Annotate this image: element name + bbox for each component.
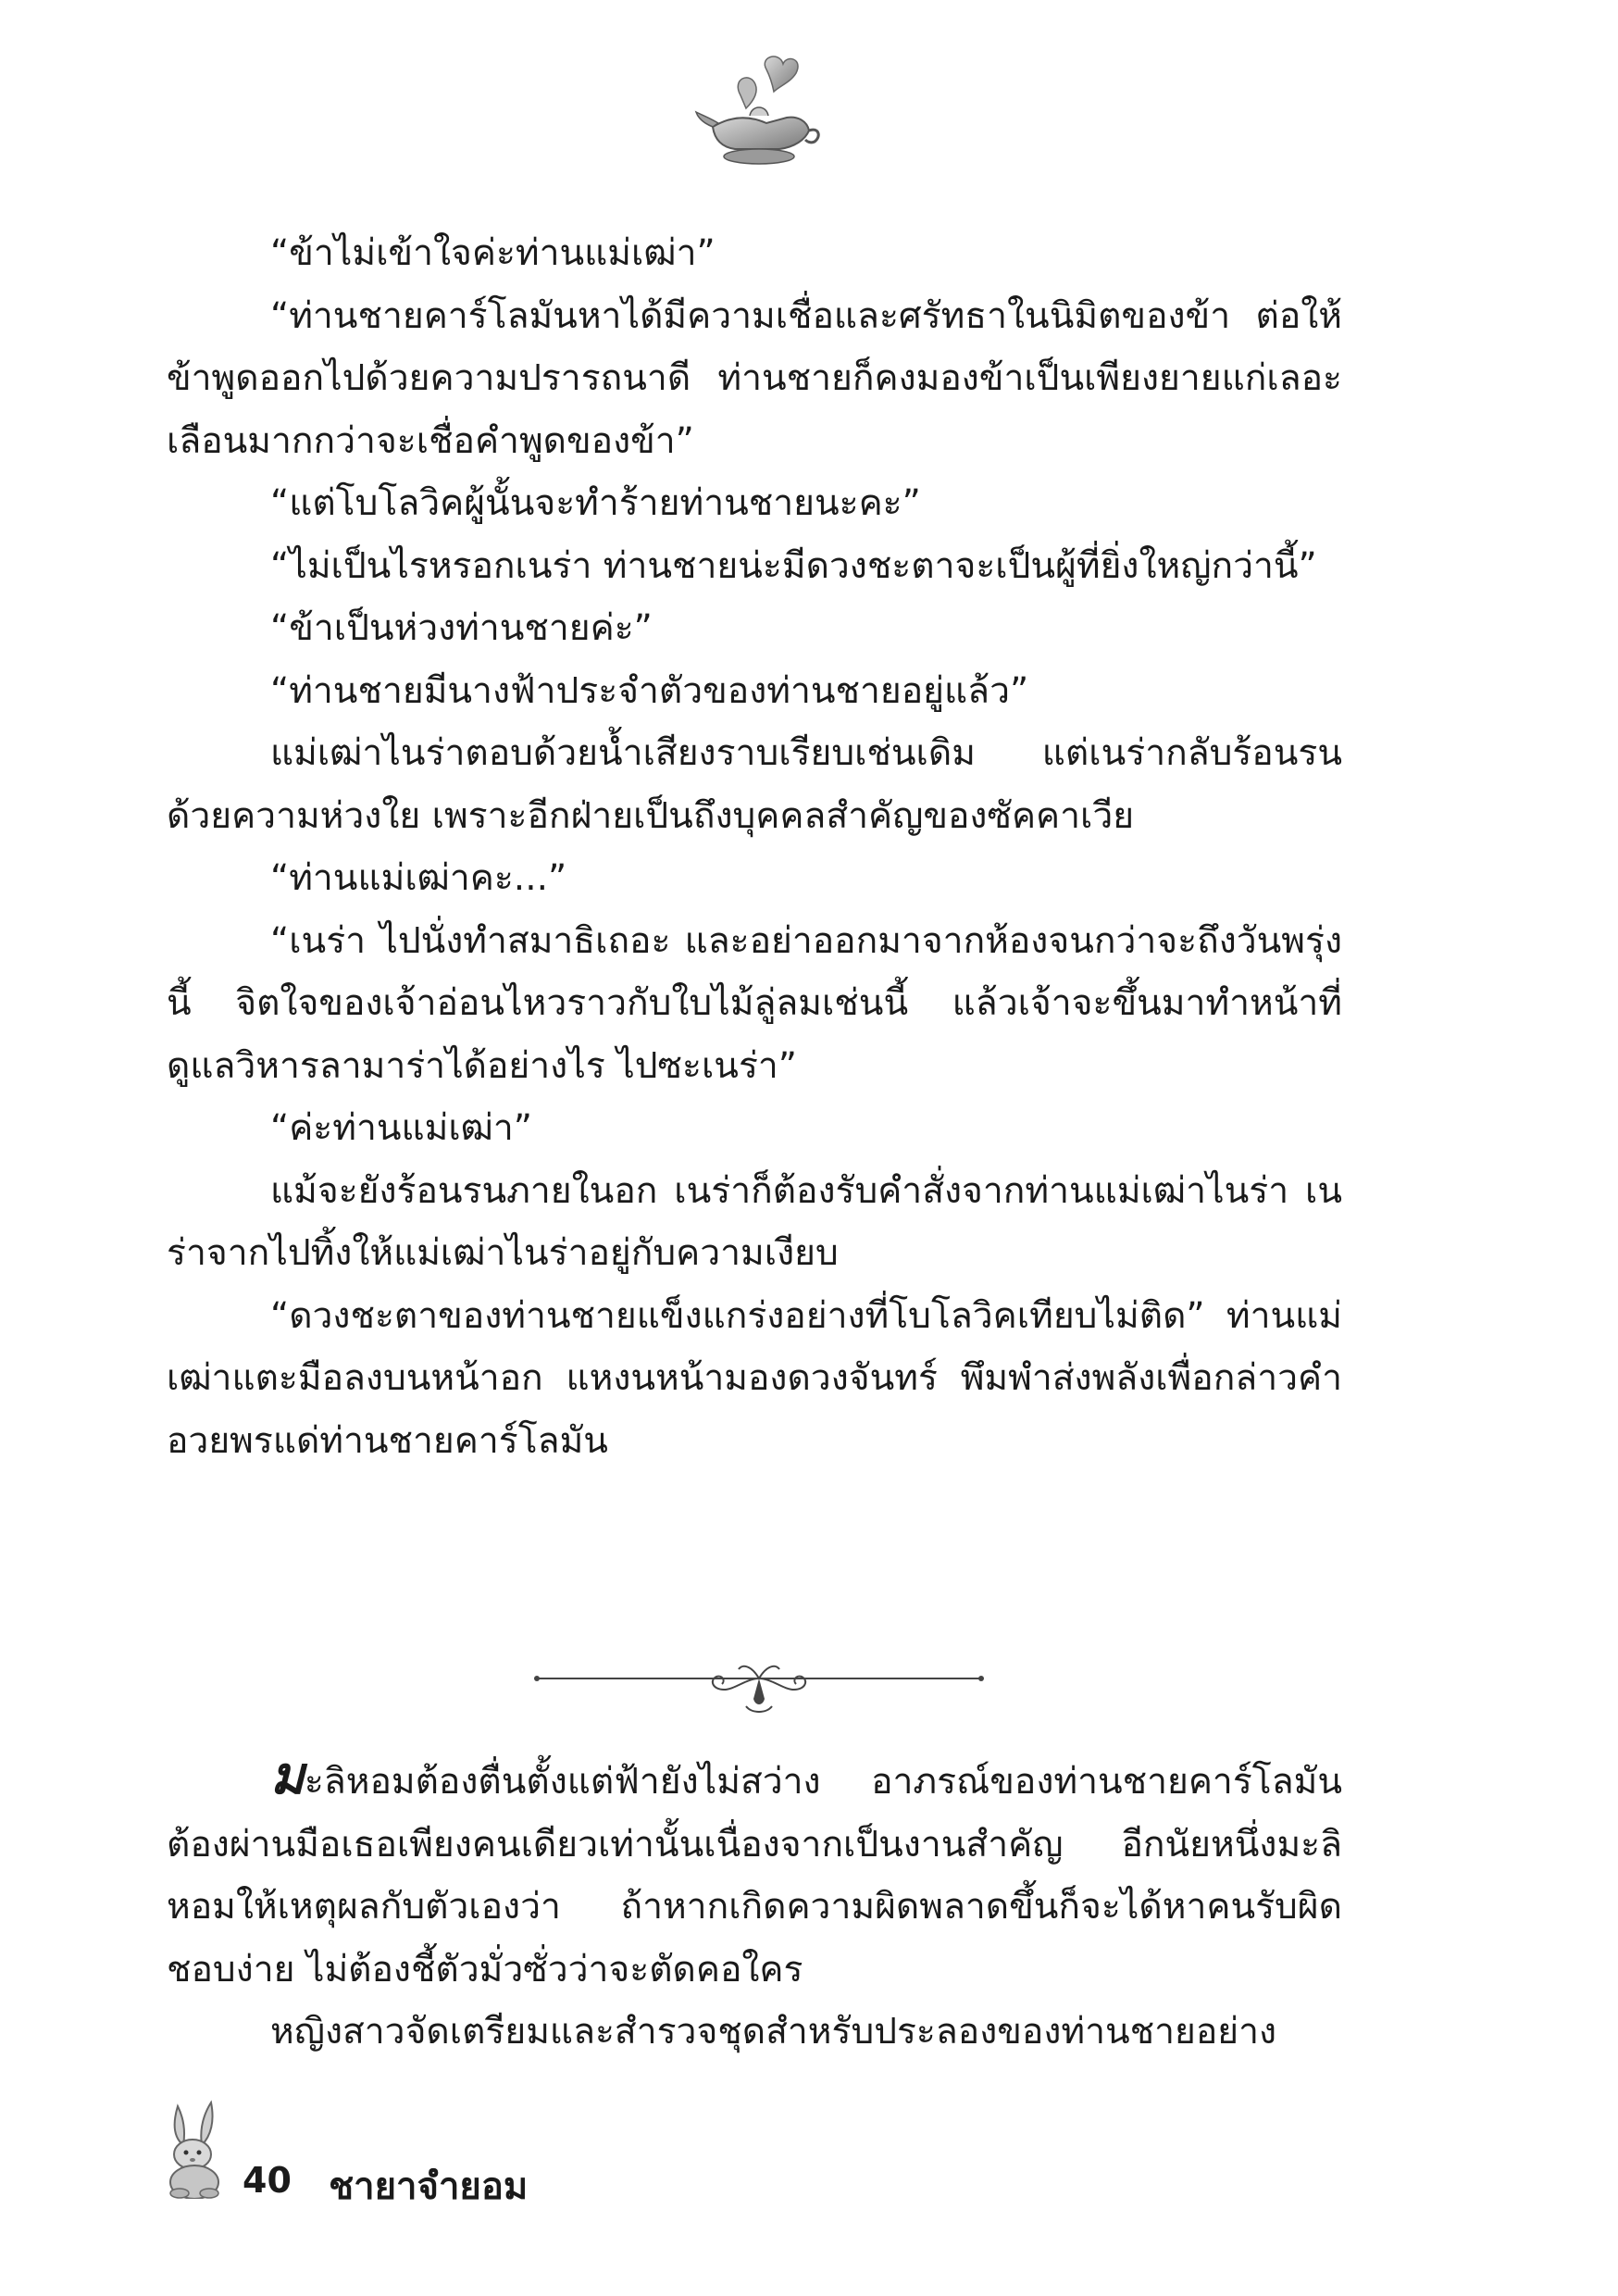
rabbit-icon bbox=[157, 2097, 231, 2199]
paragraph: “ไม่เป็นไรหรอกเนร่า ท่านชายน่ะมีดวงชะตาจะเป็นผู้ที่ยิ่งใหญ่กว่านี้” bbox=[270, 544, 1317, 587]
paragraph-dropcap bbox=[167, 1745, 1342, 2001]
paragraph: “ท่านชายมีนางฟ้าประจำตัวของท่านชายอยู่แล้ว” bbox=[270, 669, 1029, 712]
paragraph: “ท่านแม่เฒ่าคะ...” bbox=[270, 857, 567, 899]
paragraph: “ข้าเป็นห่วงท่านชายค่ะ” bbox=[270, 607, 653, 649]
page-footer bbox=[157, 2097, 713, 2208]
dropcap-letter: ม bbox=[270, 1745, 305, 1806]
paragraph: “ท่านชายคาร์โลมันหาได้มีความเชื่อและศรัทธาในนิมิตของข้า ต่อให้ข้าพูดออกไปด้วยความปรารถนาดี ท่านชายก็คงมองข้าเป็นเพียงยายแก่เลอะเลือนมากกว่าจะเชื่อคำพูดของข้า” bbox=[167, 294, 1342, 462]
dropcap-paragraph-text: ะลิหอมต้องตื่นตั้งแต่ฟ้ายังไม่สว่าง อาภรณ์ของท่านชายคาร์โลมันต้องผ่านมือเธอเพียงคนเดียวเท่านั้นเนื่องจากเป็นงานสำคัญ อีกนัยหนึ่งมะลิหอมให้เหตุผลกับตัวเองว่า ถ้าหากเกิดความผิดพลาดขึ้นก็จะได้หาคนรับผิดชอบง่าย ไม่ต้องชี้ตัวมั่วซั่วว่าจะตัดคอใคร bbox=[167, 1761, 1342, 1990]
paragraph: “แต่โบโลวิคผู้นั้นจะทำร้ายท่านชายนะคะ” bbox=[270, 482, 921, 524]
paragraph: “ดวงชะตาของท่านชายแข็งแกร่งอย่างที่โบโลวิคเทียบไม่ติด” ท่านแม่เฒ่าแตะมือลงบนหน้าอก แหงนหน้ามองดวงจันทร์ พึมพำส่งพลังเพื่อกล่าวคำอวยพรแด่ท่านชายคาร์โลมัน bbox=[167, 1294, 1342, 1462]
genie-lamp-icon bbox=[694, 51, 824, 171]
running-title: ชายาจำยอม bbox=[329, 2165, 529, 2208]
paragraph: แม่เฒ่าไนร่าตอบด้วยน้ำเสียงราบเรียบเช่นเดิม แต่เนร่ากลับร้อนรนด้วยความห่วงใย เพราะอีกฝ่ายเป็นถึงบุคคลสำคัญของซัคคาเวีย bbox=[167, 732, 1342, 837]
paragraph: “ข้าไม่เข้าใจค่ะท่านแม่เฒ่า” bbox=[270, 232, 716, 274]
page-number: 40 bbox=[243, 2160, 292, 2201]
paragraph-last: หญิงสาวจัดเตรียมและสำรวจชุดสำหรับประลองของท่านชายอย่าง bbox=[270, 2011, 1277, 2053]
body-text-section-2 bbox=[167, 1745, 1342, 2064]
paragraph: “เนร่า ไปนั่งทำสมาธิเถอะ และอย่าออกมาจากห้องจนกว่าจะถึงวันพรุ่งนี้ จิตใจของเจ้าอ่อนไหวราวกับใบไม้ลู่ลมเช่นนี้ แล้วเจ้าจะขึ้นมาทำหน้าที่ดูแลวิหารลามาร่าได้อย่างไร ไปซะเนร่า” bbox=[167, 919, 1342, 1087]
body-text bbox=[167, 222, 1342, 1472]
paragraph: แม้จะยังร้อนรนภายในอก เนร่าก็ต้องรับคำสั่งจากท่านแม่เฒ่าไนร่า เนร่าจากไปทิ้งให้แม่เฒ่าไนร่าอยู่กับความเงียบ bbox=[167, 1169, 1342, 1274]
paragraph: “ค่ะท่านแม่เฒ่า” bbox=[270, 1107, 533, 1149]
scroll-ornament-divider bbox=[528, 1653, 990, 1727]
